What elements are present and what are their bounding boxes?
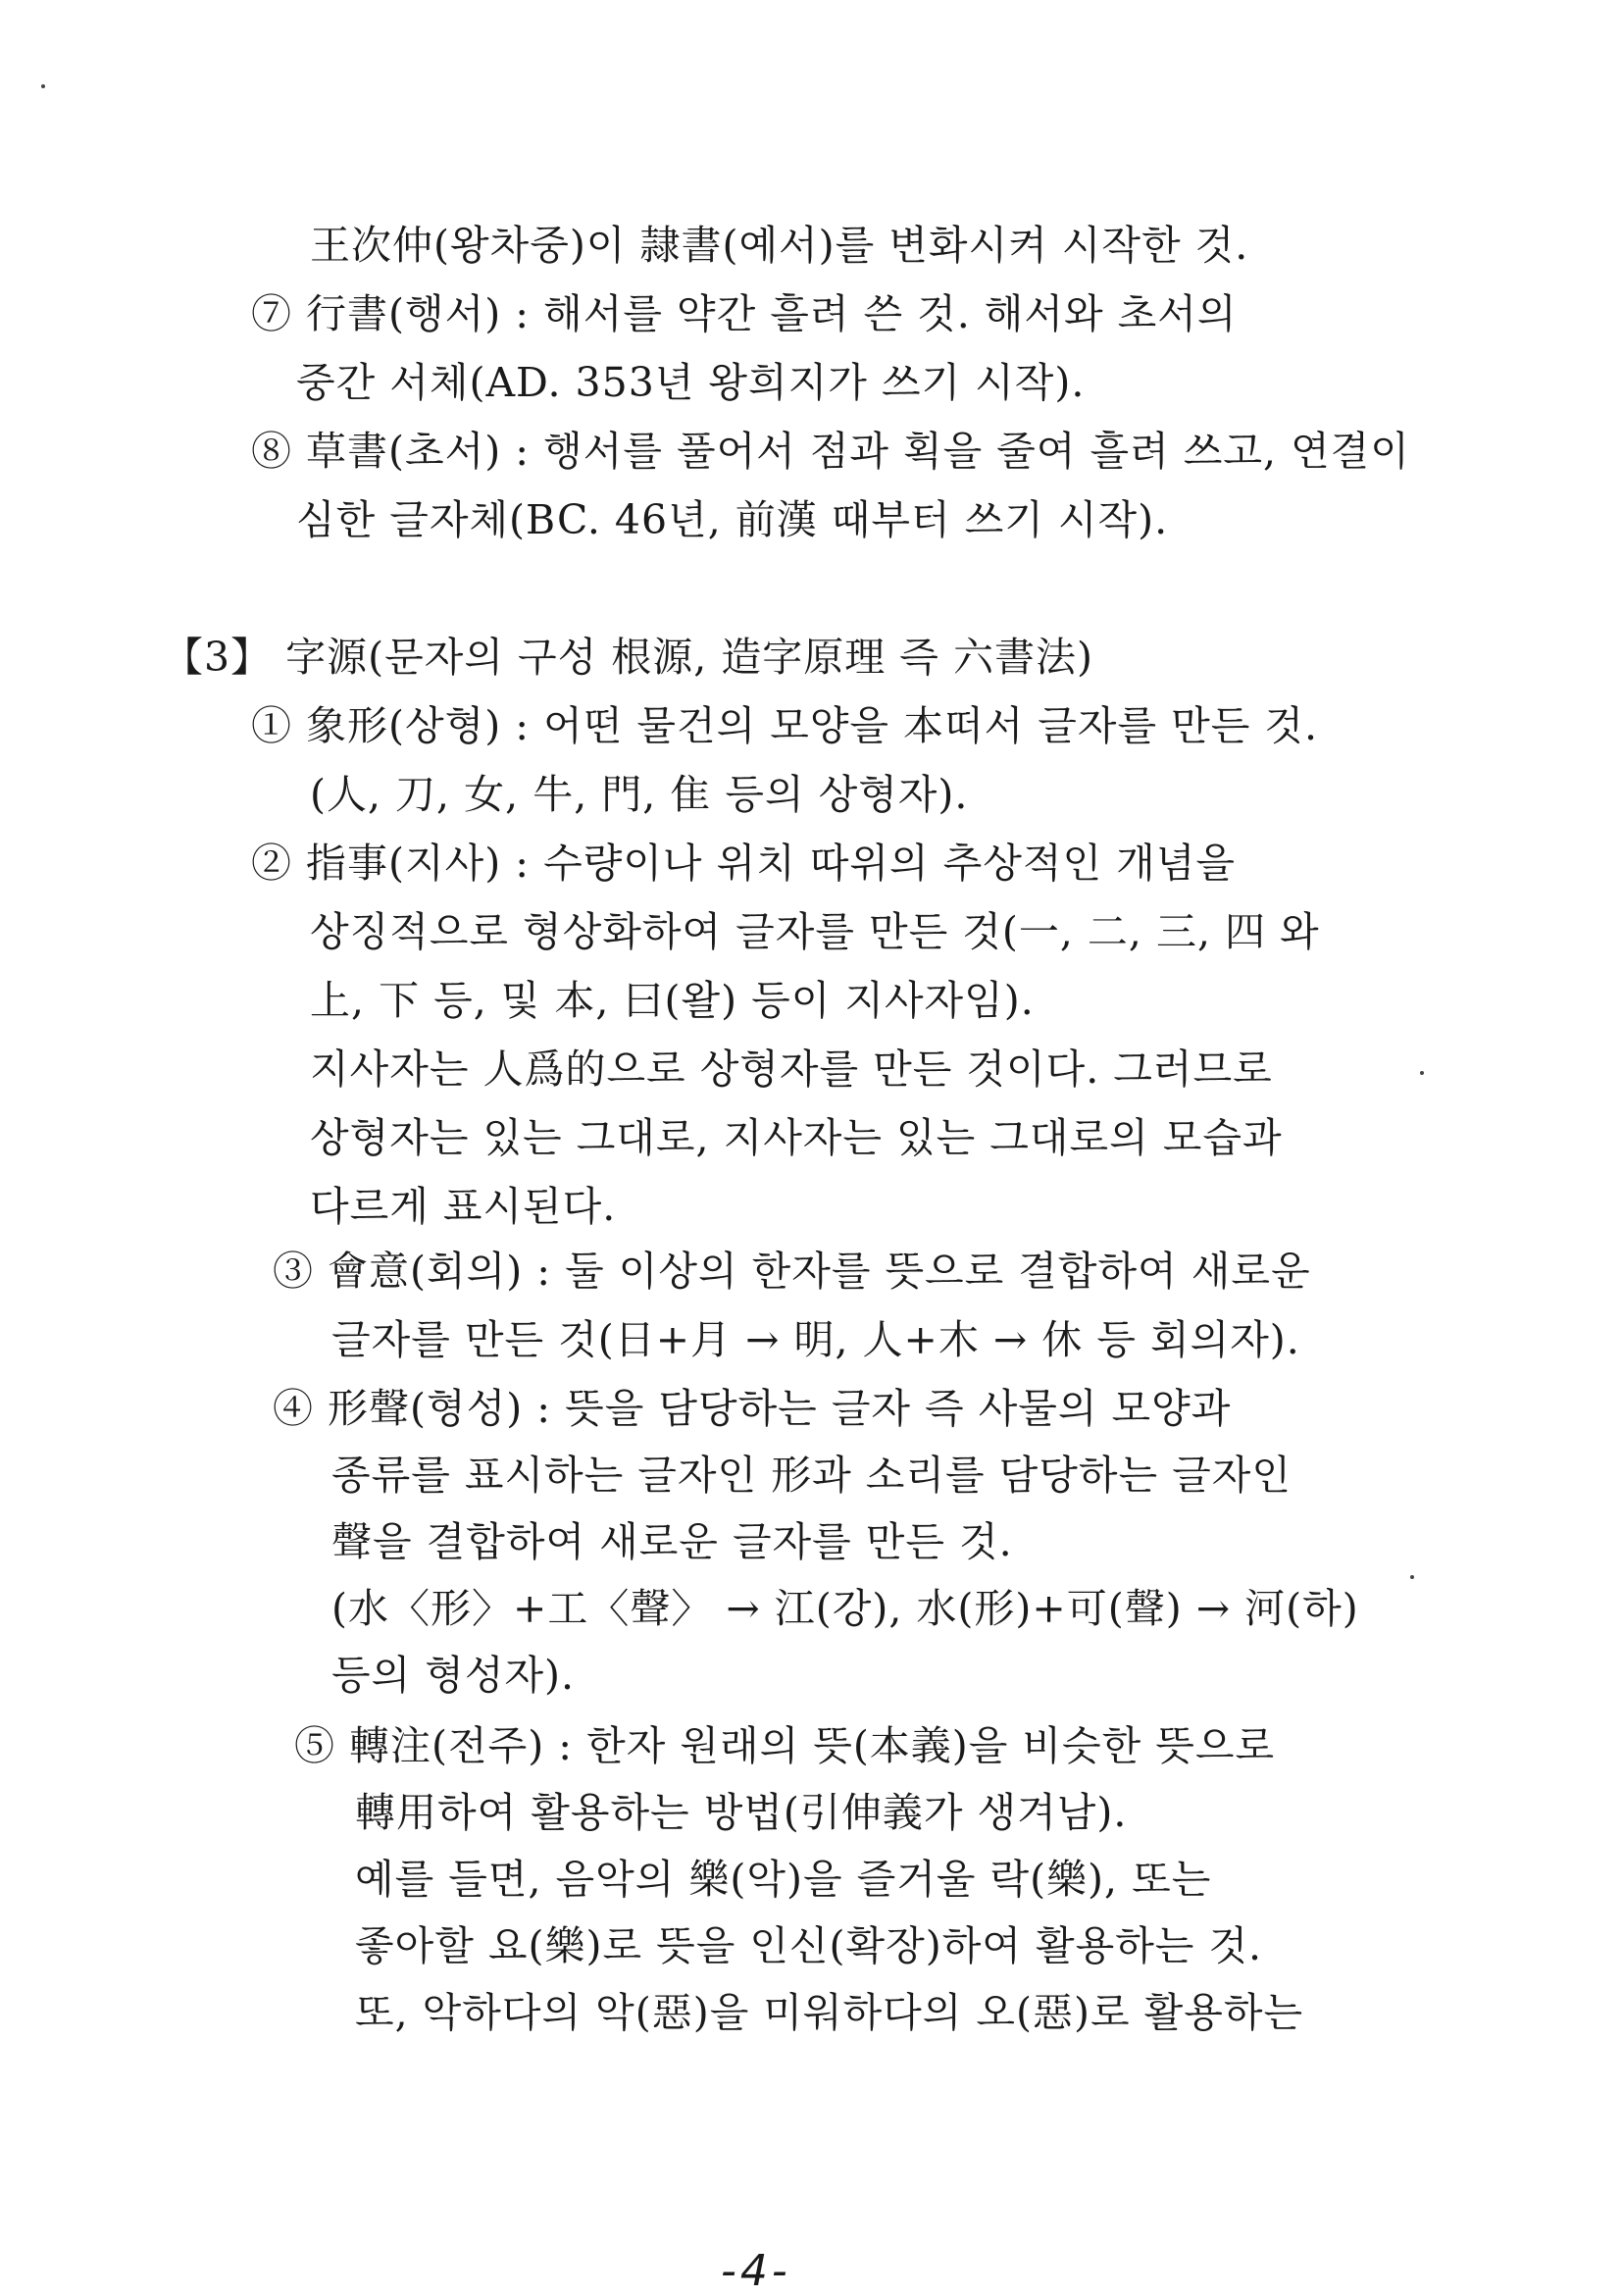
item-5-example-2: 좋아할 요(樂)로 뜻을 인신(확장)하여 활용하는 것. xyxy=(355,1922,1263,1969)
item-5-example-3: 또, 악하다의 악(惡)을 미워하다의 오(惡)로 활용하는 xyxy=(355,1989,1304,2036)
item-5-example-1: 예를 들면, 음악의 樂(악)을 즐거울 락(樂), 또는 xyxy=(355,1856,1212,1903)
scan-speck xyxy=(1420,1071,1424,1075)
item-7-haengseo: ⑦ 行書(행서) : 해서를 약간 흘려 쓴 것. 해서와 초서의 xyxy=(251,290,1238,337)
item-4-example: (水〈形〉+工〈聲〉 → 江(강), 水(形)+可(聲) → 河(하) xyxy=(331,1585,1359,1632)
item-4-continued-1: 종류를 표시하는 글자인 形과 소리를 담당하는 글자인 xyxy=(331,1452,1292,1499)
item-2-jisa: ② 指事(지사) : 수량이나 위치 따위의 추상적인 개념을 xyxy=(251,840,1236,887)
item-8-continued: 심한 글자체(BC. 46년, 前漢 때부터 쓰기 시작). xyxy=(296,496,1169,543)
item-1-continued: (人, 刀, 女, 牛, 門, 隹 등의 상형자). xyxy=(310,771,969,818)
item-3-continued: 글자를 만든 것(日+月 → 明, 人+木 → 休 등 회의자). xyxy=(331,1316,1300,1363)
section-3-heading: 【3】 字源(문자의 구성 根源, 造字原理 즉 六書法) xyxy=(163,634,1093,681)
item-7-continued: 중간 서체(AD. 353년 왕희지가 쓰기 시작). xyxy=(296,359,1086,406)
page-number: -4- xyxy=(721,2246,791,2296)
item-4-hyeongseong: ④ 形聲(형성) : 뜻을 담당하는 글자 즉 사물의 모양과 xyxy=(273,1385,1232,1432)
text-line-1: 王次仲(왕차중)이 隷書(예서)를 변화시켜 시작한 것. xyxy=(310,222,1249,269)
item-4-continued-2: 聲을 결합하여 새로운 글자를 만든 것. xyxy=(331,1518,1013,1565)
item-3-hoeui: ③ 會意(회의) : 둘 이상의 한자를 뜻으로 결합하여 새로운 xyxy=(273,1248,1311,1295)
item-8-choseo: ⑧ 草書(초서) : 행서를 풀어서 점과 획을 줄여 흘려 쓰고, 연결이 xyxy=(251,428,1410,475)
item-2-continued-1: 상징적으로 형상화하여 글자를 만든 것(一, 二, 三, 四 와 xyxy=(310,908,1320,955)
scan-speck xyxy=(1410,1575,1414,1579)
item-2-note-2: 상형자는 있는 그대로, 지사자는 있는 그대로의 모습과 xyxy=(310,1114,1283,1161)
item-5-continued: 轉用하여 활용하는 방법(引伸義가 생겨남). xyxy=(355,1789,1128,1836)
item-5-jeonju: ⑤ 轉注(전주) : 한자 원래의 뜻(本義)을 비슷한 뜻으로 xyxy=(294,1722,1276,1769)
item-1-sanghyeong: ① 象形(상형) : 어떤 물건의 모양을 本떠서 글자를 만든 것. xyxy=(251,702,1319,749)
item-2-continued-2: 上, 下 등, 및 本, 曰(왈) 등이 지사자임). xyxy=(310,977,1035,1024)
item-2-note-3: 다르게 표시된다. xyxy=(310,1183,617,1230)
item-4-example-end: 등의 형성자). xyxy=(331,1652,576,1699)
item-2-note-1: 지사자는 人爲的으로 상형자를 만든 것이다. 그러므로 xyxy=(310,1046,1273,1093)
scan-speck xyxy=(41,84,45,88)
